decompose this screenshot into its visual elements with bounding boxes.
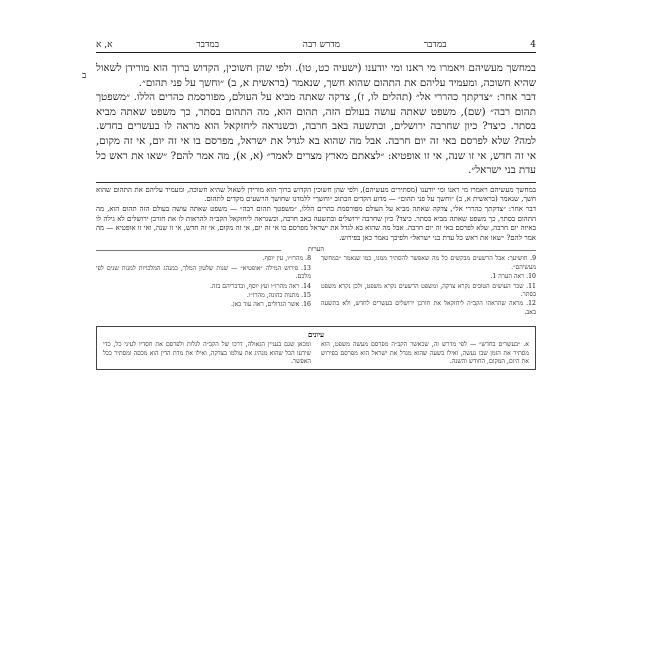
divider (96, 182, 536, 183)
footnotes (96, 255, 536, 318)
insights-title: עיונים (307, 330, 325, 340)
footnote: 11. שכר העושים הטובים נקרא צדקה, ומשפט הרשעים נקרא משפט, ולכן נקרא משפט בסתר. (321, 282, 536, 298)
header-center-title: מדרש רבה (302, 40, 341, 50)
page-number: 4 (530, 40, 536, 50)
document-page (82, 38, 536, 628)
insights-columns (103, 341, 529, 366)
footnotes-left-column (96, 255, 311, 318)
footnote: 16. אשר הגדולים, ראה עוד כאן. (231, 301, 311, 309)
footnote: 12. מראה שהראהו הקב״ה ליחזקאל את חורבן ירושלים בעשרים לחדש, ולא בתשעה באב. (321, 300, 536, 316)
footnote: 10. ראה הערה 1. (490, 273, 536, 281)
footnote: 9. חושיעך: אבל הרשעים מבקשים כל מה שאפשר להסתיר ממנו, כמו שנאמר ״במחשך מעשיהם״. (321, 255, 536, 271)
page-header (96, 38, 536, 53)
notes-label: הערות (96, 245, 536, 253)
main-paragraph: דבר אחר: ״צדקתך כהררי אל״ (תהלים לו, ז), צדקה שאתה מביא על העולם, מפורסמת כהרים הללו. ״משפטך תהום רבה״ (שם), משפט שאתה עושה בעולם הזה, תהום הוא, מה התהום בסתר, כך משפט שאתה מביא בסתר. כיצד? כיון שחרבה ירושלים, ובתשעה באב חרבה, וכשנראה ליחזקאל הוא מראה לו בעשרים בחדש. למה? שלא לפרסם באי זה יום חרבה. אבל מה שהוא בא לגדל את ישראל, מפרסם בו אי זה יום, אי זה מקום, אי זה חדש, אי זו שנה, אי זו אופטיא: ״לצאתם מארץ מצרים לאמר״ (א, א), מה אמר להם? ״שאו את ראש כל עדת בני ישראל״. (96, 91, 536, 177)
margin-letter: ב (82, 71, 87, 81)
commentary-paragraph: במחשך מעשיהם ויאמרו מי ראנו ומי יודענו (מסתירים מעשיהם), ולפי שהן חשוכין הקדוש ברוך הוא מורידן לשאול שהיא חשוכה, ומעמיד עליהם את התהום שהוא חשך, שנאמר (בראשית א, ב) ״וחשך על פני תהום״ — מדוע הקדים הכתוב ״וחשך״ ללמדנו שחושך הרשעים מקדים לתהום. (96, 185, 536, 204)
footnote: 14. ראה מהרז״ו ועץ יוסף, ובדבריהם בזה. (210, 282, 311, 290)
footnote: 15. מתנות כהונה, מהרז״ו. (246, 291, 311, 299)
commentary (96, 186, 536, 244)
footnote: 13. פירוש המילה ״אופטיא״ — שנות שלטון המלך, כמנהג המלכויות למנות שנים לפי מלכם. (96, 264, 311, 281)
insights-box (96, 326, 536, 370)
header-left-label: במדבר (196, 40, 220, 50)
header-right-label: במדבר (423, 40, 447, 50)
footnotes-right-column (321, 255, 536, 318)
insights-left-column (103, 341, 311, 366)
header-section: א, א (96, 40, 113, 50)
insight-text: א. ״בעשרים בחדש״ — לפי מדרש זה, שכאשר הקב״ה מפרסם מעשה משפט, הוא מסתיר את הזמן שבו נעשה, ואילו בשעה שהוא מגדל את ישראל הוא מפרסם בפירוש את היום, המקום, החודש והשנה. (321, 341, 529, 365)
commentary-paragraph: דבר אחר: ״צדקתך כהררי אל״, צדקה שאתה מביא על העולם מפורסמת כהרים הללו, ״משפטך תהום רבה״ — משפט שאתה עושה בעולם הזה תהום הוא, מה התהום בסתר, כך משפט שאתה מביא בסתר. כיצד? כיון שחרבה ירושלים ובתשעה באב חרבה, וכשנראה ליחזקאל הקב״ה להראות לו את חורבן ירושלים לא גילה לו באיזה יום חרבה, שלא לפרסם באי זה יום חרבה. אבל מה שהוא בא לגדל את ישראל מפרסם בו אי זה יום, אי זה מקום, אי זה חדש, אי זו שנה, ואי זו אופטיא — מה אמר להם? ״שאו את ראש כל עדת בני ישראל״ ולפיכך נאמר כאן בפירוש. (96, 204, 536, 242)
midrash-text (96, 61, 536, 178)
insights-right-column (321, 341, 529, 366)
insight-text: ומכאן שגם בעניין הגאולה, דרכו של הקב״ה לגלות ולפרסם את חסדיו לעיני כל, כדי שידעו הכל שהוא מנהיג את עולמו בצדקה, ואילו את מדת הדין הוא מכסה ומסתיר ככל האפשר. (103, 341, 311, 365)
footnote: 8. מהרז״ו, עין יוסף. (262, 255, 311, 263)
main-paragraph: במחשך מעשיהם ויאמרו מי ראנו ומי יודענו (ישעיה כט, טו). ולפי שהן חשוכין, הקדוש ברוך הוא מורידן לשאול שהיא חשוכה, ומעמיד עליהם את התהום שהוא חשך, שנאמר (בראשית א, ב) ״וחשך על פני תהום״. (96, 62, 536, 89)
